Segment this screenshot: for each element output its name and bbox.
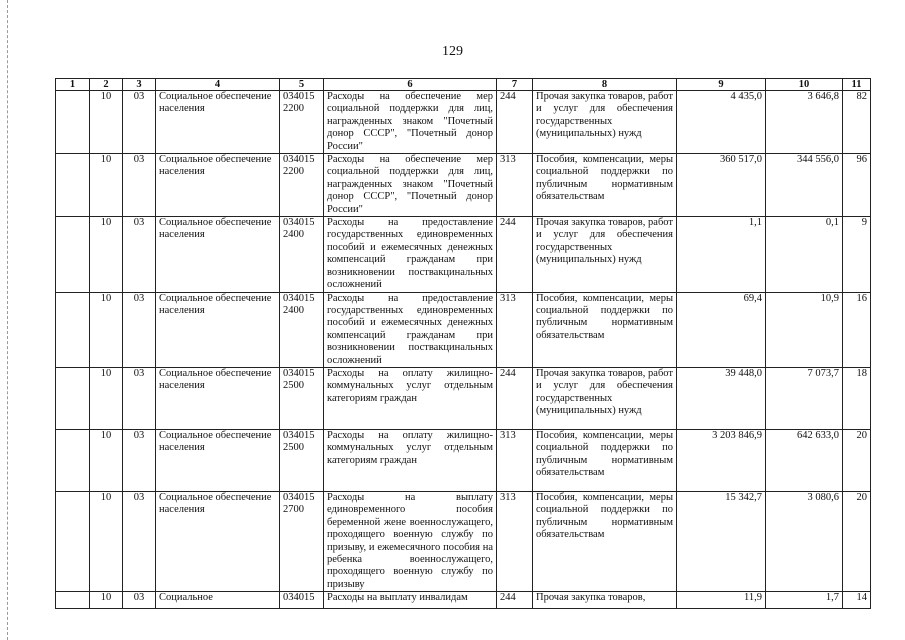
cell-plan: 3 203 846,9 (677, 429, 766, 491)
cell-description: Расходы на предоставление государственных единовременных пособий и ежемесячных денежных компенсаций гражданам при возникновении поствакцинальных осложнений (324, 217, 497, 292)
cell-expense-name: Пособия, компенсации, меры социальной поддержки по публичным нормативным обязательствам (533, 429, 677, 491)
cell-description: Расходы на предоставление государственных единовременных пособий и ежемесячных денежных компенсаций гражданам при возникновении поствакцинальных осложнений (324, 292, 497, 367)
cell-percent: 20 (843, 491, 871, 591)
cell-description: Расходы на оплату жилищно-коммунальных услуг отдельным категориям граждан (324, 429, 497, 491)
cell-name: Социальное обеспечение населения (156, 429, 280, 491)
cell-description: Расходы на оплату жилищно-коммунальных услуг отдельным категориям граждан (324, 367, 497, 429)
cell-expense-type: 244 (497, 592, 533, 609)
cell-plan: 69,4 (677, 292, 766, 367)
column-header: 8 (533, 79, 677, 91)
cell-subsection: 03 (123, 217, 156, 292)
table-row (56, 491, 871, 591)
column-header: 11 (843, 79, 871, 91)
cell-expense-type: 244 (497, 367, 533, 429)
cell-name: Социальное (156, 592, 280, 609)
cell-subsection: 03 (123, 367, 156, 429)
table-row (56, 429, 871, 491)
cell-description: Расходы на обеспечение мер социальной поддержки для лиц, награжденных знаком "Почетный донор СССР", "Почетный донор России" (324, 91, 497, 154)
cell-fact: 344 556,0 (766, 154, 843, 217)
cell-target-code: 034015 2700 (280, 491, 324, 591)
cell-section: 10 (90, 91, 123, 154)
cell-percent: 14 (843, 592, 871, 609)
cell-expense-name: Пособия, компенсации, меры социальной поддержки по публичным нормативным обязательствам (533, 292, 677, 367)
cell-description: Расходы на выплату единовременного пособия беременной жене военнослужащего, проходящего военную службу по призыву, и ежемесячного пособия на ребенка военнослужащего, проходящего военную службу по призыву (324, 491, 497, 591)
cell-fact: 642 633,0 (766, 429, 843, 491)
cell-target-code: 034015 2400 (280, 292, 324, 367)
cell-plan: 11,9 (677, 592, 766, 609)
cell-percent: 82 (843, 91, 871, 154)
cell-section: 10 (90, 292, 123, 367)
column-header: 4 (156, 79, 280, 91)
cell-expense-name: Прочая закупка товаров, работ и услуг для обеспечения государственных (муниципальных) нужд (533, 217, 677, 292)
table-row (56, 217, 871, 292)
cell-target-code: 034015 2500 (280, 429, 324, 491)
cell-expense-type: 313 (497, 491, 533, 591)
cell-section: 10 (90, 367, 123, 429)
cell-section: 10 (90, 491, 123, 591)
table-row (56, 292, 871, 367)
table-body (56, 91, 871, 609)
cell-fact: 7 073,7 (766, 367, 843, 429)
cell-plan: 1,1 (677, 217, 766, 292)
cell-section: 10 (90, 217, 123, 292)
cell-name: Социальное обеспечение населения (156, 91, 280, 154)
cell-blank (56, 154, 90, 217)
table-row (56, 91, 871, 154)
header-row (56, 79, 871, 91)
cell-fact: 3 646,8 (766, 91, 843, 154)
cell-fact: 0,1 (766, 217, 843, 292)
cell-name: Социальное обеспечение населения (156, 217, 280, 292)
cell-expense-type: 313 (497, 292, 533, 367)
cell-subsection: 03 (123, 429, 156, 491)
cell-subsection: 03 (123, 292, 156, 367)
cell-plan: 15 342,7 (677, 491, 766, 591)
cell-fact: 10,9 (766, 292, 843, 367)
cell-plan: 4 435,0 (677, 91, 766, 154)
cell-expense-name: Прочая закупка товаров, работ и услуг для обеспечения государственных (муниципальных) нужд (533, 91, 677, 154)
column-header: 7 (497, 79, 533, 91)
cell-name: Социальное обеспечение населения (156, 292, 280, 367)
cell-plan: 360 517,0 (677, 154, 766, 217)
cell-target-code: 034015 (280, 592, 324, 609)
column-header: 5 (280, 79, 324, 91)
cell-expense-type: 313 (497, 154, 533, 217)
cell-target-code: 034015 2500 (280, 367, 324, 429)
cell-section: 10 (90, 429, 123, 491)
cell-subsection: 03 (123, 491, 156, 591)
table-row (56, 154, 871, 217)
cell-target-code: 034015 2200 (280, 154, 324, 217)
cell-percent: 18 (843, 367, 871, 429)
cell-subsection: 03 (123, 154, 156, 217)
cell-percent: 96 (843, 154, 871, 217)
column-header: 9 (677, 79, 766, 91)
cell-expense-type: 244 (497, 217, 533, 292)
cell-percent: 16 (843, 292, 871, 367)
cell-section: 10 (90, 154, 123, 217)
cell-fact: 3 080,6 (766, 491, 843, 591)
cell-expense-name: Пособия, компенсации, меры социальной поддержки по публичным нормативным обязательствам (533, 491, 677, 591)
cell-blank (56, 491, 90, 591)
cell-percent: 9 (843, 217, 871, 292)
cell-blank (56, 429, 90, 491)
cell-blank (56, 367, 90, 429)
column-header: 3 (123, 79, 156, 91)
column-header: 10 (766, 79, 843, 91)
cell-section: 10 (90, 592, 123, 609)
cell-plan: 39 448,0 (677, 367, 766, 429)
page-number: 129 (442, 44, 463, 59)
cell-blank (56, 292, 90, 367)
cell-target-code: 034015 2200 (280, 91, 324, 154)
table-row (56, 592, 871, 609)
cell-blank (56, 592, 90, 609)
table-row (56, 367, 871, 429)
cell-blank (56, 217, 90, 292)
cell-description: Расходы на выплату инвалидам (324, 592, 497, 609)
column-header: 1 (56, 79, 90, 91)
cell-expense-name: Прочая закупка товаров, работ и услуг для обеспечения государственных (муниципальных) нужд (533, 367, 677, 429)
cell-subsection: 03 (123, 91, 156, 154)
binding-margin-line (7, 0, 9, 640)
cell-name: Социальное обеспечение населения (156, 491, 280, 591)
column-header: 6 (324, 79, 497, 91)
cell-subsection: 03 (123, 592, 156, 609)
cell-expense-type: 313 (497, 429, 533, 491)
cell-expense-name: Пособия, компенсации, меры социальной поддержки по публичным нормативным обязательствам (533, 154, 677, 217)
column-header: 2 (90, 79, 123, 91)
cell-name: Социальное обеспечение населения (156, 367, 280, 429)
cell-expense-name: Прочая закупка товаров, (533, 592, 677, 609)
cell-fact: 1,7 (766, 592, 843, 609)
cell-blank (56, 91, 90, 154)
cell-percent: 20 (843, 429, 871, 491)
cell-description: Расходы на обеспечение мер социальной поддержки для лиц, награжденных знаком "Почетный донор СССР", "Почетный донор России" (324, 154, 497, 217)
cell-target-code: 034015 2400 (280, 217, 324, 292)
cell-expense-type: 244 (497, 91, 533, 154)
cell-name: Социальное обеспечение населения (156, 154, 280, 217)
budget-table (55, 78, 871, 609)
